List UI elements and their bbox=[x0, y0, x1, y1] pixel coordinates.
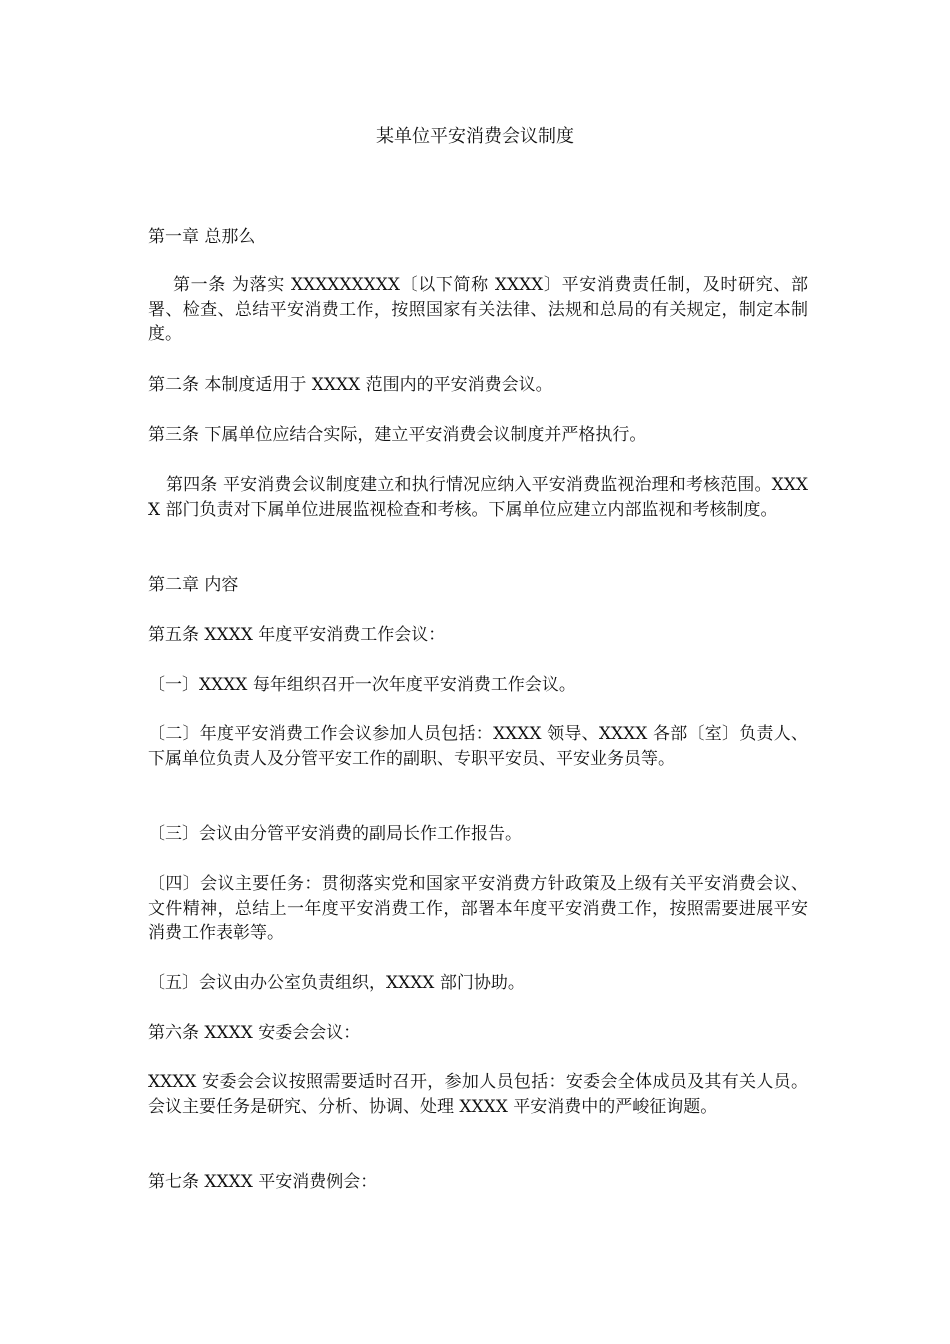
article-paragraph: 第七条 XXXX 平安消费例会： bbox=[148, 1172, 378, 1192]
list-item: 〔五〕会议由办公室负责组织，XXXX 部门协助。 bbox=[148, 973, 525, 993]
article-paragraph: 第六条 XXXX 安委会会议： bbox=[148, 1023, 361, 1043]
chapter-heading: 第一章 总那么 bbox=[148, 227, 256, 247]
article-paragraph: 第四条 平安消费会议制度建立和执行情况应纳入平安消费监视治理和考核范围。XXXX 部门负责对下属单位进展监视检查和考核。下属单位应建立内部监视和考核制度。 bbox=[148, 475, 808, 520]
list-item: 〔四〕会议主要任务：贯彻落实党和国家平安消费方针政策及上级有关平安消费会议、文件精神，总结上一年度平安消费工作，部署本年度平安消费工作，按照需要进展平安消费工作表彰等。 bbox=[148, 874, 808, 943]
article-paragraph: 第一条 为落实 XXXXXXXXX〔以下简称 XXXX〕平安消费责任制，及时研究、部署、检查、总结平安消费工作，按照国家有关法律、法规和总局的有关规定，制定本制度。 bbox=[148, 275, 808, 344]
article-paragraph: 第二条 本制度适用于 XXXX 范围内的平安消费会议。 bbox=[148, 375, 553, 395]
article-paragraph: XXXX 安委会会议按照需要适时召开，参加人员包括：安委会全体成员及其有关人员。会议主要任务是研究、分析、协调、处理 XXXX 平安消费中的严峻征询题。 bbox=[148, 1072, 808, 1117]
document-title: 某单位平安消费会议制度 bbox=[376, 126, 574, 147]
list-item: 〔一〕XXXX 每年组织召开一次年度平安消费工作会议。 bbox=[148, 675, 576, 695]
chapter-heading: 第二章 内容 bbox=[148, 575, 239, 595]
list-item: 〔二〕年度平安消费工作会议参加人员包括：XXXX 领导、XXXX 各部〔室〕负责人、下属单位负责人及分管平安工作的副职、专职平安员、平安业务员等。 bbox=[148, 724, 808, 769]
article-paragraph: 第三条 下属单位应结合实际，建立平安消费会议制度并严格执行。 bbox=[148, 425, 647, 445]
article-paragraph: 第五条 XXXX 年度平安消费工作会议： bbox=[148, 625, 446, 645]
list-item: 〔三〕会议由分管平安消费的副局长作工作报告。 bbox=[148, 824, 522, 844]
